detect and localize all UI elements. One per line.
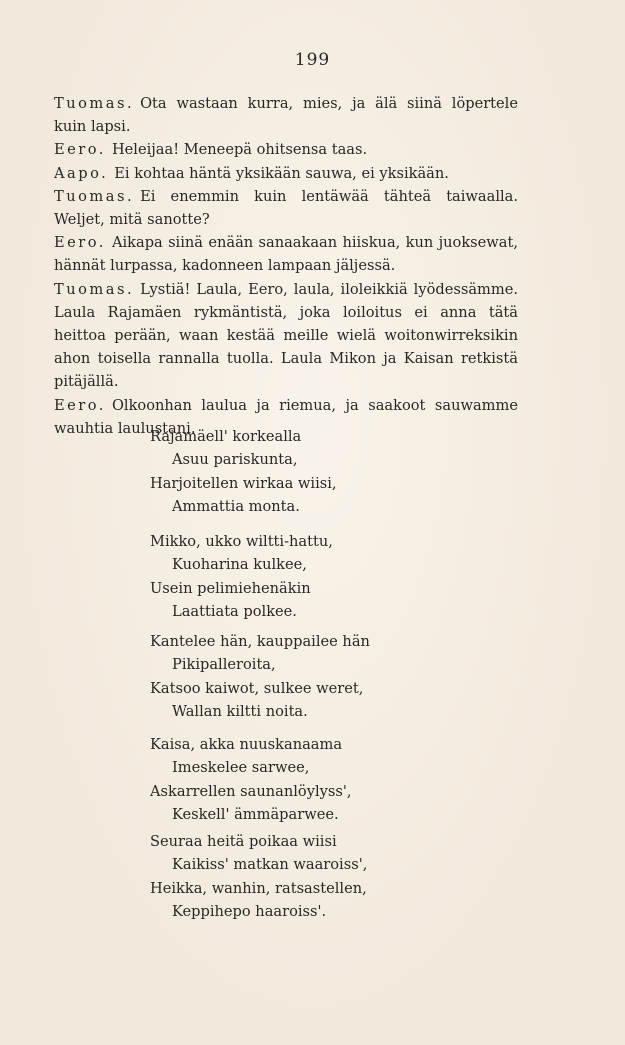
poem-line: Ammattia monta.: [172, 498, 300, 516]
poem-line: Rajamäell' korkealla: [150, 428, 302, 445]
poem-line: Kantelee hän, kauppailee hän: [150, 633, 370, 650]
poem-line: Mikko, ukko wiltti-hattu,: [150, 533, 333, 550]
speaker-name: Eero.: [54, 396, 106, 414]
poem-stanza-5: [150, 830, 480, 924]
dialogue-block: [54, 92, 518, 440]
poem-stanza-3: [150, 630, 480, 724]
page-number: 199: [294, 50, 331, 70]
speaker-name: Eero.: [54, 141, 106, 159]
poem-line: Kaisa, akka nuuskanaama: [150, 736, 343, 753]
speech-text: Olkoonhan laulua ja riemua, ja saakoot sauwamme wauhtia laulustani.: [54, 396, 518, 437]
poem-line: Heikka, wanhin, ratsastellen,: [150, 879, 367, 897]
speaker-name: Eero.: [54, 234, 106, 252]
poem-line: Askarrellen saunanlöylyss',: [150, 782, 352, 800]
poem-line: Usein pelimiehenäkin: [150, 579, 311, 597]
dialogue-line: [54, 92, 518, 138]
speaker-name: Tuomas.: [54, 187, 135, 205]
dialogue-line: [54, 162, 518, 185]
poem-line: Harjoitellen wirkaa wiisi,: [150, 474, 337, 492]
speaker-name: Aapo.: [54, 164, 109, 182]
poem-line: Pikipalleroita,: [172, 656, 276, 674]
poem-line: Kuoharina kulkee,: [172, 556, 307, 574]
speech-text: Ei kohtaa häntä yksikään sauwa, ei yksikään.: [114, 164, 449, 182]
poem-line: Keskell' ämmäparwee.: [172, 806, 339, 824]
poem-line: Asuu pariskunta,: [172, 451, 298, 469]
poem-stanza-2: [150, 530, 480, 624]
poem-stanza-4: [150, 733, 480, 827]
dialogue-line: [54, 185, 518, 231]
poem-line: Seuraa heitä poikaa wiisi: [150, 833, 337, 850]
dialogue-line: [54, 278, 518, 394]
poem-line: Imeskelee sarwee,: [172, 759, 310, 777]
speaker-name: Tuomas.: [54, 95, 135, 112]
poem-line: Keppihepo haaroiss'.: [172, 903, 327, 921]
poem-line: Katsoo kaiwot, sulkee weret,: [150, 679, 364, 697]
speaker-name: Tuomas.: [54, 280, 135, 298]
speech-text: Ei enemmin kuin lentäwää tähteä taiwaalla. Weljet, mitä sanotte?: [54, 187, 518, 229]
poem-stanza-1: [150, 425, 480, 519]
speech-text: Heleijaa! Meneepä ohitsensa taas.: [111, 141, 368, 159]
speech-text: Aikapa siinä enään sanaakaan hiiskua, kun juoksewat, hännät lurpassa, kadonneen lampaan jäljessä.: [54, 234, 518, 275]
dialogue-line: [54, 138, 518, 161]
dialogue-line: [54, 231, 518, 277]
speech-text: Ota wastaan kurra, mies, ja älä siinä löpertele kuin lapsi.: [54, 95, 518, 136]
poem-line: Kaikiss' matkan waaroiss',: [172, 856, 368, 874]
poem-line: Wallan kiltti noita.: [172, 703, 308, 721]
speech-text: Lystiä! Laula, Eero, laula, iloleikkiä lyödessämme. Laula Rajamäen rykmäntistä, joka loiloitus ei anna tätä heittoa perään, waan kestää meille wielä woitonwirreksikin ahon toisella rannalla tuolla. Laula Mikon ja Kaisan retkistä pitäjällä.: [54, 280, 518, 391]
poem-line: Laattiata polkee.: [172, 603, 297, 621]
